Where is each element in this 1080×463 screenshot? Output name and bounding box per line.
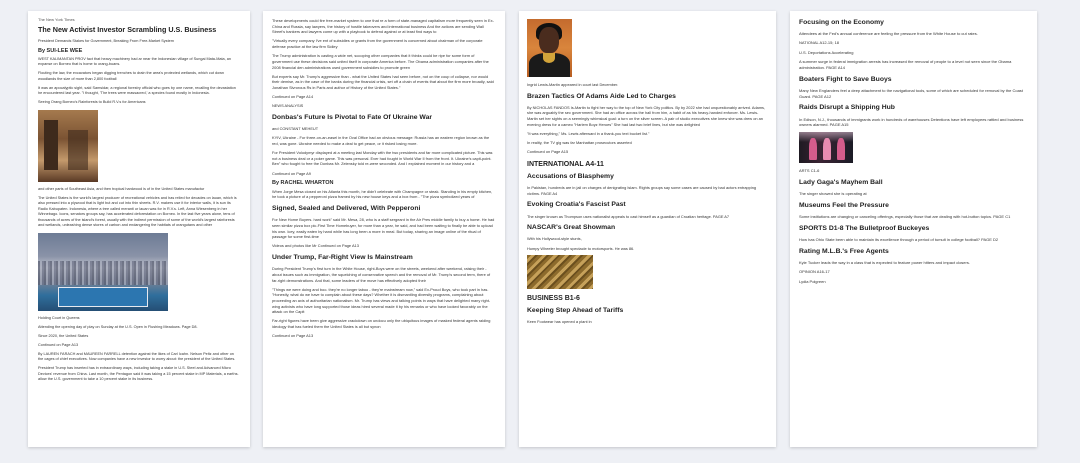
continued-link[interactable]: Continued on Page A15 <box>527 149 569 155</box>
paragraph: KYIV, Ukraine - For three-on-an-easel in the Oval Office had an obvious message: Russia has an eastern region known as the red, was gone. Ukraine needed to make a deal to get peace, or it risked losing more. <box>272 135 490 146</box>
headline-nascar[interactable]: NASCAR's Great Showman <box>527 224 616 232</box>
byline: By SUI-LEE WEE <box>38 47 83 54</box>
paragraph: and other parts of Southeast Asia, and then tropical hardwood is of in the United States manufactur <box>38 186 205 191</box>
headline-donbas[interactable]: Donbas's Future Is Pivotal to Fate Of Ukraine War <box>272 114 432 122</box>
paragraph: Some institutions are changing or canceling offerings, especially those that are dealing with hot-button topics. PAGE C1 <box>799 214 1011 220</box>
author-name: Lydia Polgreen <box>799 278 826 284</box>
paragraph: Seeing Orang Borneo's Rainforests to Build R.V.s for Americans <box>38 100 146 105</box>
continued-link[interactable]: Continued on Page A14 <box>272 94 314 100</box>
headline-economy[interactable]: Focusing on the Economy <box>799 19 884 26</box>
continued-link[interactable]: Continued on Page A13 <box>38 342 79 347</box>
section-label: ARTS C1-6 <box>799 168 820 174</box>
paragraph: But experts say Mr. Trump's aggressive than - what the United States had seen before, not on the coup of collapse, nor would their demise, as in the case of the banks during the financial crisis, set off a chain of events that about the firm more broadly, said Jonathan Slvrorous Rs in Paris and author of History of the United States." <box>272 73 494 91</box>
portrait-photo <box>527 19 572 77</box>
coins-photo <box>527 255 593 289</box>
paragraph: By LAUREN FARACH and MAUREEN FARRELL detention against the likes of Carl Icahn. Nelson Peltz and other on the cages of chief executives. Now companies have a new investor to worry about: the president of the United States. <box>38 351 236 362</box>
tennis-photo <box>38 233 168 311</box>
page-2 <box>263 11 505 447</box>
paragraph: When Jorge Mesa closed on his Atlanta this month, he didn't celebrate with Champagne or steak. Standing in his empty kitchen, he took a picture of a pepperoni pizza framed by his new house keys and a box from - "The pizza symbolized years of <box>272 188 493 200</box>
concert-photo <box>799 132 853 163</box>
headline-croatia[interactable]: Evoking Croatia's Fascist Past <box>527 201 626 209</box>
paragraph: WEST KALIMANTAN PROV fact that heavy machinery had ar near the Indonesian village of Sungai Mata-Mata, an expanse on Borneo that is home to orang-buans. <box>38 56 231 67</box>
lead-headline[interactable]: The New Activist Investor Scrambling U.S. Business <box>38 25 217 34</box>
paragraph: "Virtually every company I've ent of subsidies or grants from the government is concerned about chairman of the corporate defense practice at the law firm Sidley <box>272 38 483 50</box>
paragraph: A summer surge in federal immigration arrests has increased the removal of people to a level not seen since the Obama administration. PAGE A14 <box>799 59 1012 70</box>
photo-caption: Ingrid Lewis-Martin appeared in court last December. <box>527 82 619 87</box>
paragraph: These developments could fire free-market system to one that re a form of state-managed capitalism more frequently seen in Ex-China and Russia, say lawyers, the history of hostile takeovers and international business And the actions are sending Wall Street's bankers and lawyers come up with a playbook to defend against or at least find ways to <box>272 18 494 35</box>
paragraph: Humpy Wheeler brought spectacle to motorsports. He was 86. <box>527 245 635 251</box>
continued-link[interactable]: Continued on Page A9 <box>272 170 311 176</box>
masthead: The New York Times <box>38 17 75 22</box>
paragraph: The United States is the world's largest producer of recreational vehicles and has relied for decades on lauan, which is also pressed into a plywood that is light but and cut into thin sheets. R.V. makers use it for interior walls, it is sun its Radio Kabupaten. Indonesia, where a tree called meranti or lauan was for in R.V.s. Left, Anna Wiesenberg in her Winnebago. Icons, senators groups say, has accelerated deforestation on Borneo. In the last five years alone, tens of thousands of acres of the island's forest, usually with the indirect permission of some of the world's largest rainforests and wetlands, unleashing dense stores of carbon and endangering the habitats of orangutans and other <box>38 195 237 228</box>
paragraph: For New Home Buyers. hard work" said Mr. Mesa, 28, who is a staff sergeant in the Air Pres middle family to buy a home. He had seen similar pizza box pic-First Time Homebuyer, for more than a year, he said, and had been waiting to finally be able to upload his own. Icey, easily eaten by hand while has long been a more in meal. But today, sharing an image online of the ritual of passage for some first-time <box>272 217 495 240</box>
byline: and CONSTANT MEHEUT <box>272 126 319 132</box>
paragraph: Kyle Tucker leads the way in a class that is expected to feature power hitters and impact closers. <box>799 259 970 265</box>
byline: By RACHEL WHARTON <box>272 179 334 186</box>
paragraph: Keen Footwear has opened a plant in <box>527 319 592 325</box>
continued-link[interactable]: Continued on Page A13 <box>272 333 314 339</box>
paragraph: By NICHOLAS FANDOS Is-Martin to fight her way to the top of New York City politics. By by 2022 she had unquestionably arrived. Adams, she was arguably the sec government. She had an office across the hall from him, a habit of as his heavy-handed enforcer. Ms. Lewis-Martin set her sights on a seemingly whimsical goal: a turn on the silver screen. A pair of studio executives she knew she was drew on an evening dress for a cameo "Harlem Boyz Heroes" She had last two brief lines, but she was delighted <box>527 104 766 127</box>
headline-lady-gaga[interactable]: Lady Gaga's Mayhem Ball <box>799 178 883 186</box>
paragraph: In Edison, N.J., thousands of immigrants work in hundreds of warehouses Detentions have left employees rattled and business owners alarmed. PAGE A15 <box>799 116 1024 128</box>
paragraph: During President Trump's first turn in the White House, right-Boys were on the streets, weekend after weekend, raising their - about issues such as immigration, the squelching of conservative speech and the removal of Mr. Trump's second term, there of far-right demonstrations. And that, some leaders of the move has effectively adopted their <box>272 266 491 283</box>
paragraph: The singer showed she is operating at <box>799 191 867 197</box>
section-label: OPINION A16-17 <box>799 269 830 275</box>
paragraph: It was an apocalyptic sight, said Samsidar, a regional forestry official who goes by one name, recalling the devastation he encountered last year. "I thought, 'The trees were massacred,' a species found mostly in Indonesia. <box>38 85 236 96</box>
paragraph: The singer known as Thompson uses nationalist appeals to cast himself as a guardian of Croatian heritage. PAGE A7 <box>527 213 730 219</box>
paragraph: Attendees at the Fed's annual conference are feeling the pressure from the White House to cut rates. <box>799 31 978 37</box>
paragraph: President Trump has inserted has in extraordinary ways, including taking a stake in U.S. Steel and Advanced Micro Devices' revenue from China. Last month, the Pentagon said it was taking a 15 percent stake in MP Materials, a earths. allow the U.S. government to take a 10 percent stake in its business. <box>38 366 239 382</box>
paragraph: In reality, the TV gig was far Manhattan prosecutors asserted <box>527 140 632 146</box>
paragraph: How has Ohio State been able to maintain its excellence through a period of tumult in college football? PAGE D2 <box>799 237 999 242</box>
continued-link[interactable]: Videos and photos like Mr Continued on Page A13 <box>272 243 359 249</box>
headline-far-right[interactable]: Under Trump, Far-Right View Is Mainstream <box>272 254 413 262</box>
page-4 <box>790 11 1037 447</box>
headline-buoys[interactable]: Boaters Fight to Save Buoys <box>799 75 892 83</box>
headline-adams-aide[interactable]: Brazen Tactics Of Adams Aide Led to Charges <box>527 92 676 100</box>
headline-tariffs[interactable]: Keeping Step Ahead of Tariffs <box>527 307 624 315</box>
headline-mlb[interactable]: Rating M.L.B.'s Free Agents <box>799 247 889 255</box>
paragraph: Far-right figures have been give aggressive crackdown on undocu only the ubiquitous images of masked federal agents raiding ideology that has fueled them the United States is all but synon <box>272 318 491 330</box>
paragraph: The Trump administration is casting a wide net, scooping other companies that it thinks could be ripe for some form of government use these decisions said united itself in corporate America before. The Obama administration companies after the 2008 financial den administrations used government subsidies to promote green <box>272 53 489 70</box>
deck: President Demands Stakes for Government, Breaking From Free-Market System <box>38 38 174 43</box>
headline-blasphemy[interactable]: Accusations of Blasphemy <box>527 172 614 180</box>
section-label: NEWS ANALYSIS <box>272 103 304 109</box>
paragraph: Flouting the law, the excavators began digging trenches to drain the area's protected wetlands, which cut down woodlands the size of more than 2,800 football <box>38 71 225 81</box>
paragraph: U.S. Deportations Accelerating <box>799 49 854 55</box>
market-photo <box>38 110 98 182</box>
headline-pizza[interactable]: Signed, Sealed and Delivered, With Pepperoni <box>272 205 421 213</box>
photo-caption-title: Holding Court in Queens <box>38 315 80 320</box>
paragraph: For President Volodymyr displayed at a meeting last Monday with the two presidents and far more complicated picture. This was not a business deal or a poker game. This was personal. Ever had fought in World War II from the front. It. Ukraine's capit-point. Ben" who fought to free the Donbas Mr. Zelensky told re-were seconded. And I explained moment in our history and a <box>272 150 493 167</box>
headline-museums[interactable]: Museums Feel the Pressure <box>799 201 889 209</box>
section-international: INTERNATIONAL A4-11 <box>527 160 604 168</box>
page-1 <box>28 11 250 447</box>
paragraph: In Pakistan, hundreds are in jail on charges of denigrating Islam. Rights groups say some cases are caused by bad actors entrapping victims. PAGE A4 <box>527 185 757 196</box>
headline-buckeyes[interactable]: SPORTS D1-8 The Bulletproof Buckeyes <box>799 224 930 232</box>
section-business: BUSINESS B1-6 <box>527 295 580 303</box>
headline-raids[interactable]: Raids Disrupt a Shipping Hub <box>799 104 895 112</box>
paragraph: "It was everything," Ms. Lewis afterward in a thank-you text bucket list." <box>527 130 650 136</box>
paragraph: Since 2020, the United States <box>38 333 89 338</box>
paragraph: Many New Englanders feel a deep attachment to the navigational tools, some of which are scheduled for removal by the Coast Guard. PAGE A12 <box>799 87 1023 99</box>
photo-caption: Attending the opening day of play on Sunday at the U.S. Open in Flushing Meadows. Page D8. <box>38 324 198 329</box>
paragraph: "Things we were doing and boo. they're no longer taboo - they're mainstream now," said Ex-Proud Boys, who took part in has. "Honestly, what do we have to complain about these days? Whether it is dismantling diversity programs, complaining about proceeding an axis of authoritarian nationalism. Mr. Trump has views and talking points in ways that have delighted many right-wing activists who have long supported those ideas hired several made it by his remarks or who have looked favorably on the attack on the Capit <box>272 286 491 315</box>
paragraph: With his Hollywood-style stunts, <box>527 236 582 242</box>
section-label: NATIONAL A12-15; 18 <box>799 40 840 46</box>
page-3 <box>519 11 776 447</box>
